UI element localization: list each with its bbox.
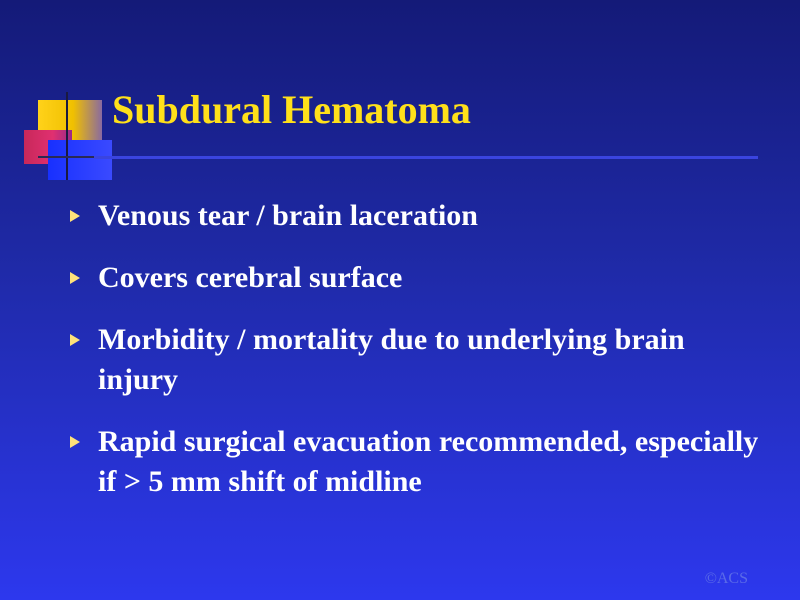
bullet-item xyxy=(70,320,770,400)
bullet-item xyxy=(70,258,770,298)
copyright-footer: ©ACS xyxy=(704,570,748,587)
bullet-text: Morbidity / mortality due to underlying brain injury xyxy=(98,323,685,396)
arrow-bullet-icon xyxy=(70,436,80,448)
logo-square-blue xyxy=(48,140,112,180)
slide-title: Subdural Hematoma xyxy=(112,87,471,132)
title-underline-rule xyxy=(94,156,758,159)
bullet-item xyxy=(70,422,770,502)
bullet-item xyxy=(70,196,770,236)
arrow-bullet-icon xyxy=(70,272,80,284)
arrow-bullet-icon xyxy=(70,334,80,346)
bullet-list xyxy=(70,196,770,524)
bullet-text: Venous tear / brain laceration xyxy=(98,199,478,232)
arrow-bullet-icon xyxy=(70,210,80,222)
bullet-text: Covers cerebral surface xyxy=(98,261,403,294)
logo-vertical-line xyxy=(66,92,68,180)
bullet-text: Rapid surgical evacuation recommended, especially if > 5 mm shift of midline xyxy=(98,425,759,498)
logo-horizontal-line xyxy=(38,156,98,158)
